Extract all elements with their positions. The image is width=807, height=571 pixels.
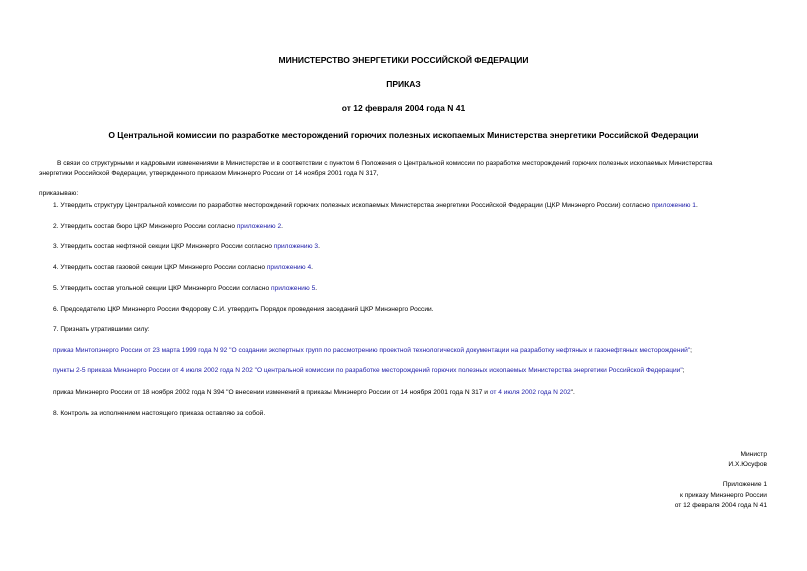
repealed-order-2 (53, 367, 685, 376)
repealed-order-3-link[interactable]: от 4 июля 2002 года N 202 (489, 389, 571, 396)
item-4 (53, 264, 313, 273)
intro-line-2: энергетики Российской Федерации, утвержденного приказом Минэнерго России от 14 ноября 2001 года N 317, (39, 170, 379, 177)
item-3-end: . (318, 243, 320, 250)
document-title: О Центральной комиссии по разработке месторождений горючих полезных ископаемых Министерства энергетики Российской Федерации (108, 130, 699, 140)
item-1-text: 1. Утвердить структуру Центральной комиссии по разработке месторождений горючих полезных ископаемых Министерства энергетики Российской Федерации (ЦКР Минэнерго России) согласно (53, 202, 652, 209)
repealed-order-2-link[interactable]: пункты 2-5 приказа Минэнерго России от 4 июля 2002 года N 202 "О центральной комиссии по разработке месторождений горючих полезных ископаемых Министерства энергетики Российской Федерации" (53, 367, 683, 374)
item-4-end: . (311, 264, 313, 271)
repealed-order-3-end: ". (570, 389, 575, 396)
item-7: 7. Признать утратившими силу: (53, 326, 150, 333)
signature-position: Министр (740, 451, 767, 458)
item-6: 6. Председателю ЦКР Минэнерго России Федорову С.И. утвердить Порядок проведения заседаний ЦКР Минэнерго России. (53, 306, 434, 313)
repealed-order-3 (53, 389, 575, 398)
item-2-end: . (281, 223, 283, 230)
item-1-end: . (695, 202, 698, 209)
appendix-3-link[interactable]: приложению 3 (273, 243, 319, 250)
intro-line-1: В связи со структурными и кадровыми изменениями в Министерстве и в соответствии с пунктом 6 Положения о Центральной комиссии по разработке месторождений горючих полезных ископаемых Министерства (57, 160, 713, 167)
item-3 (53, 243, 320, 252)
repealed-order-1 (53, 347, 692, 356)
item-2 (53, 223, 283, 232)
document-date-number: от 12 февраля 2004 года N 41 (341, 103, 466, 113)
document-type: ПРИКАЗ (386, 79, 421, 89)
repealed-order-1-end: ; (690, 347, 693, 354)
item-5 (53, 285, 317, 294)
item-5-text: 5. Утвердить состав угольной секции ЦКР Минэнерго России согласно (53, 285, 271, 292)
item-2-text: 2. Утвердить состав бюро ЦКР Минэнерго России согласно (53, 223, 237, 230)
item-8: 8. Контроль за исполнением настоящего приказа оставляю за собой. (53, 410, 266, 417)
signature-name: И.Х.Юсуфов (728, 461, 767, 468)
repealed-order-3-text: приказ Минэнерго России от 18 ноября 2002 года N 394 "О внесении изменений в приказы Минэнерго России от 14 ноября 2001 года N 317 и (53, 389, 490, 396)
appendix-5-link[interactable]: приложению 5 (270, 285, 316, 292)
ministry-heading: МИНИСТЕРСТВО ЭНЕРГЕТИКИ РОССИЙСКОЙ ФЕДЕРАЦИИ (278, 55, 529, 65)
item-4-text: 4. Утвердить состав газовой секции ЦКР Минэнерго России согласно (53, 264, 267, 271)
appendix-label: Приложение 1 (722, 481, 767, 488)
appendix-1-link[interactable]: приложению 1 (651, 202, 696, 209)
repealed-order-2-end: ; (682, 367, 685, 374)
appendix-order-date: от 12 февраля 2004 года N 41 (674, 502, 767, 509)
appendix-order-ref: к приказу Минэнерго России (680, 492, 767, 499)
order-word: приказываю: (39, 190, 79, 197)
appendix-2-link[interactable]: приложению 2 (236, 223, 282, 230)
repealed-order-1-link[interactable]: приказ Минтопэнерго России от 23 марта 1999 года N 92 "О создании экспертных групп по рассмотрению проектной технологической документации на разработку нефтяных и газонефтяных месторождений" (53, 347, 691, 354)
item-3-text: 3. Утвердить состав нефтяной секции ЦКР Минэнерго России согласно (53, 243, 274, 250)
item-5-end: . (315, 285, 318, 292)
item-1 (53, 202, 698, 211)
appendix-4-link[interactable]: приложению 4 (266, 264, 312, 271)
